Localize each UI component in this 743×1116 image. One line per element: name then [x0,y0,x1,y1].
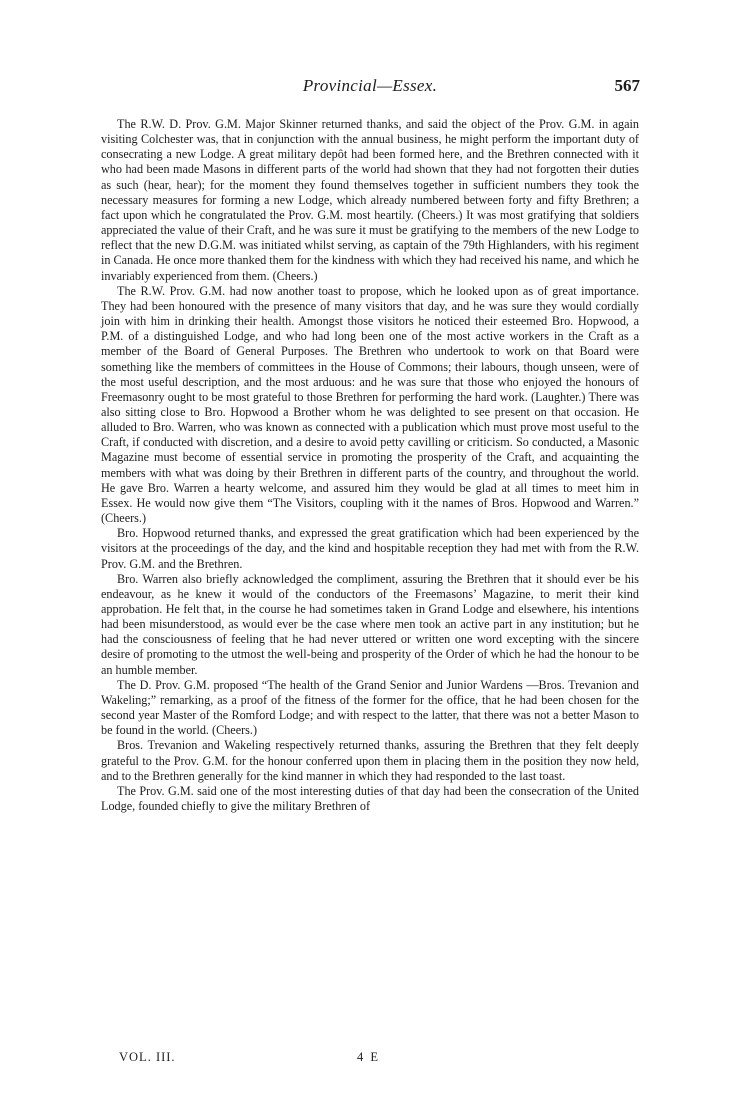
running-title: Provincial—Essex. [302,76,438,95]
article-body [101,117,639,814]
paragraph: The R.W. Prov. G.M. had now another toast to propose, which he looked upon as of great importance. They had been honoured with the presence of many visitors that day, and he was sure they would cordially join with him in drinking their health. Amongst those visitors he noticed their esteemed Bro. Hopwood, a P.M. of a distinguished Lodge, and who had long been one of the most active workers in the Craft as a member of the Board of General Purposes. The Brethren who undertook to work on that Board were something like the members of committees in the House of Commons; their labours, though unseen, were of the most useful description, and the most arduous: and he was sure that those who enjoyed the honours of Freemasonry ought to be most grateful to those Brethren for performing the hard work. (Laughter.) There was also sitting close to Bro. Hopwood a Brother whom he was delighted to see present on that occasion. He alluded to Bro. Warren, who was known as connected with a publication which must prove most useful to the Craft, if conducted with discretion, and a desire to avoid petty cavilling or criticism. So conducted, a Masonic Magazine must become of essential service in promoting the prosperity of the Craft, and acquainting the members with what was doing by their Brethren in different parts of the country, and throughout the world. He gave Bro. Warren a hearty welcome, and assured him they would be glad at all times to meet him in Essex. He would now give them “The Visitors, coupling with it the names of Bros. Hopwood and Warren.” (Cheers.) [101,283,639,526]
paragraph: Bro. Hopwood returned thanks, and expressed the great gratification which had been experienced by the visitors at the proceedings of the day, and the kind and hospitable reception they had met with from the R.W. Prov. G.M. and the Brethren. [101,526,639,571]
paragraph: The Prov. G.M. said one of the most interesting duties of that day had been the consecration of the United Lodge, founded chiefly to give the military Brethren of [101,783,639,814]
paragraph: Bros. Trevanion and Wakeling respectively returned thanks, assuring the Brethren that they felt deeply grateful to the Prov. G.M. for the honour conferred upon them in placing them in the position they now held, and to the Brethren generally for the kind manner in which they had responded to the last toast. [101,738,639,783]
signature-mark: 4 E [357,1050,381,1064]
paragraph: The D. Prov. G.M. proposed “The health of the Grand Senior and Junior Wardens —Bros. Trevanion and Wakeling;” remarking, as a proof of the fitness of the former for the office, that he had been chosen for the second year Master of the Romford Lodge; and with respect to the latter, that there was not a better Mason to be found in the world. (Cheers.) [101,677,639,738]
paragraph: Bro. Warren also briefly acknowledged the compliment, assuring the Brethren that it should ever be his endeavour, as he knew it would of the conductors of the Freemasons’ Magazine, to merit their kind approbation. He felt that, in the course he had sometimes taken in Grand Lodge and elsewhere, his intentions had been misunderstood, as would ever be the case where men took an active part in any institution; but he had the consciousness of feeling that he had never uttered or written one word excepting with the sincere desire of promoting to the utmost the well-being and prosperity of the Order of which he had the honour to be an humble member. [101,571,639,677]
paragraph: The R.W. D. Prov. G.M. Major Skinner returned thanks, and said the object of the Prov. G.M. in again visiting Colchester was, that in conjunction with the annual business, he might perform the important duty of consecrating a new Lodge. A great military depôt had been formed here, and the Brethren connected with it who had been made Masons in different parts of the world had shown that they had not forgotten their duties as such (hear, hear); for the moment they found themselves together in sufficient numbers they took the necessary measures for forming a new Lodge, which already numbered between forty and fifty Brethren; a fact upon which he congratulated the Prov. G.M. most heartily. (Cheers.) It was most gratifying that soldiers appreciated the value of their Craft, and he was sure it must be gratifying to the members of the new Lodge to reflect that the new D.G.M. was initiated whilst serving, as captain of the 79th Highlanders, with his regiment in Canada. He once more thanked them for the kindness with which they had received his name, and which he invariably experienced from them. (Cheers.) [101,117,639,283]
page-header [100,76,640,98]
page-number: 567 [614,76,640,95]
page-footer [101,1050,639,1066]
volume-label: VOL. III. [119,1050,176,1064]
